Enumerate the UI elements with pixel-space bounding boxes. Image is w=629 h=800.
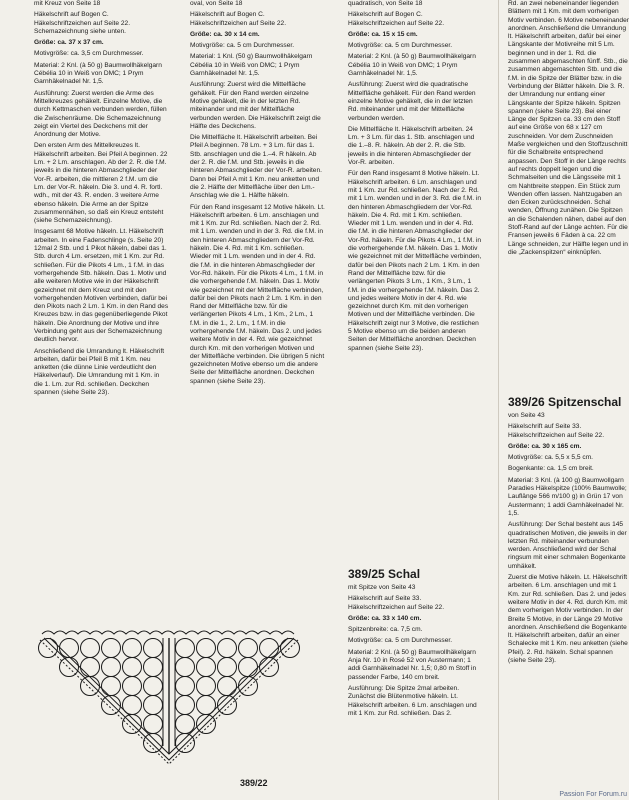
- motif-circle: [260, 658, 279, 677]
- figure-label: 389/22: [240, 778, 268, 788]
- motif-circle: [123, 677, 142, 696]
- column-389-24: [348, 0, 483, 555]
- col4b-motif-size: Motivgröße: ca. 5,5 x 5,5 cm.: [508, 454, 594, 462]
- motif-circle: [197, 658, 216, 677]
- section-389-25-schal: [348, 568, 483, 800]
- col4-text: Rd. an zwei nebeneinander liegenden Blättern mit 1 Km. mit dem vorherigen Motiv verbinden. 6 Motive nebeneinander anordnen. Anschließend die Umrandung lt. Häkelschrift arbeiten, dafür bei einer Längskante der Motivreihe mit 5 Lm. beginnen und in der 1. Rd. die zusammen abgemaschten fünff. Stb., die zusammen abgemaschten Stb. und die f.M. in die Spitze der Blätter bzw. in die Verbindung der Blätter häkeln. Die 3. R. der Umrandung nur entlang einer Längskante der Spitze häkeln. Spitzen spannen (siehe Seite 23). Bei einer Länge der Spitzen ca. 33 cm den Stoff auf eine Größe von 68 x 127 cm zuschneiden. Vor dem Zuschneiden Maße vergleichen und den Stoffzuschnitt für die Schalbreite entsprechend anpassen. Den Stoff in der Länge rechts auf rechts doppelt legen und die Schmalseiten und die Längsseite mit 1 cm Nahtbreite steppen. Ein Stück zum Wenden offen lassen. Nahtzugaben an den Ecken zurückschneiden. Schal wenden, Öffnung zunähen. Die Spitzen an die Schalenden nähen, dabei auf den Stoff-Rand auf der Länge achten. Für die Fransen jeweils 6 Fäden à ca. 22 cm Länge schneiden, zur Hälfte legen und in die „Zackenspitzen“ einknüpfen.: [508, 0, 629, 256]
- motif-circle: [176, 677, 195, 696]
- motif-circle: [144, 696, 163, 715]
- col3-motif-size: Motivgröße: ca. 5 cm Durchmesser.: [348, 42, 453, 50]
- motif-circle: [218, 639, 237, 658]
- motif-circle: [239, 658, 258, 677]
- motif-circle: [144, 715, 163, 734]
- col4b-para-2: Zuerst die Motive häkeln. Lt. Häkelschrift arbeiten. 6 Lm. anschlagen und mit 1 Km. zur Rd. schließen. Das 2. und jedes weitere Motiv in der 4. Rd. durch Km. mit dem vorherigen Motiv verbinden. In der Breite 5 Motive, in der Länge 29 Motive anordnen. Anschließend die Bogenkante lt. Häkelschrift arbeiten, dafür an einer Schalecke mit 1 Km. neu anketten (siehe Pfeil). 2. Rd. häkeln. Schal spannen (siehe Seite 23).: [508, 574, 628, 665]
- col3b-info-2: Häkelschriftzeichen auf Seite 22.: [348, 603, 445, 611]
- col1-info-1: Häkelschrift auf Bogen C.: [34, 11, 109, 19]
- col3-instructions: Ausführung: Zuerst wird die quadratische Mittelfläche gehäkelt. Für den Rand werden einzelne Motive gehäkelt, die in der letzten Rd. miteinander und mit der Mittelfläche verbunden werden.: [348, 81, 476, 122]
- col1-para-3: Insgesamt 68 Motive häkeln. Lt. Häkelschrift arbeiten. In eine Fadenschlinge (s. Seite 20) 12mal 2 Stb. und 1 Pikot häkeln, dabei das 1. Stb. durch 4 Lm. ersetzen, mit 1 Km. zur Rd. schließen. Für die Pikots 4 Lm., 1 f.M. in das vorhergehende Stb. häkeln. Das 1. Motiv und alle weiteren Motive wie in der Häkelschrift gezeichnet mit dem Kreuz und mit den vorhergehenden Motiven verbinden, dafür bei den Pikots nach 2 Lm. 1 Km. in den Rand des Kreuzes bzw. in das gegenüberliegende Pikot häkeln. Die Anordnung der Motive und ihre Verbindung geht aus der Schemazeichnung deutlich hervor.: [34, 228, 169, 344]
- motif-circle: [81, 639, 100, 658]
- motif-circle: [218, 677, 237, 696]
- motif-circle: [102, 677, 121, 696]
- column-gutter: [498, 0, 499, 800]
- col2-instructions: Ausführung: Zuerst wird die Mittelfläche gehäkelt. Für den Rand werden einzelne Motive gehäkelt, die in der letzten Rd. miteinander und mit der Mittelfläche verbunden werden. Die Häkelschrift zeigt die Hälfte des Deckchens.: [190, 81, 321, 130]
- motif-circle: [176, 658, 195, 677]
- motif-circle: [176, 639, 195, 658]
- motif-circle: [123, 639, 142, 658]
- col3b-size: Größe: ca. 33 x 140 cm.: [348, 614, 422, 622]
- col4b-size: Größe: ca. 30 x 165 cm.: [508, 442, 582, 450]
- col4b-info-2: Häkelschriftzeichen auf Seite 22.: [508, 431, 605, 439]
- motif-circle: [144, 677, 163, 696]
- col4b-info-1: Häkelschrift auf Seite 33.: [508, 423, 582, 431]
- col3b-top: mit Spitze von Seite 43: [348, 584, 416, 591]
- section-title-spitzenschal: 389/26 Spitzenschal: [508, 396, 622, 409]
- motif-circle: [260, 639, 279, 658]
- col3-info-1: Häkelschrift auf Bogen C.: [348, 11, 423, 19]
- motif-circle: [123, 658, 142, 677]
- col1-material: Material: 2 Knl. (à 50 g) Baumwollhäkelgarn Cébélia 10 in Weiß von DMC; 1 Prym Garnhäkelnadel Nr. 1,5.: [34, 61, 162, 86]
- col4b-top: von Seite 43: [508, 412, 545, 419]
- col2-info-1: Häkelschrift auf Bogen C.: [190, 11, 265, 19]
- motif-circle: [218, 696, 237, 715]
- motif-circle: [176, 696, 195, 715]
- col1-motif-size: Motivgröße: ca. 3,5 cm Durchmesser.: [34, 50, 144, 58]
- col2-top: oval, von Seite 18: [190, 0, 243, 7]
- motif-circle: [144, 658, 163, 677]
- col1-info-2: Häkelschriftzeichen auf Seite 22.: [34, 19, 131, 27]
- col2-para-3: Für den Rand insgesamt 12 Motive häkeln. Lt. Häkelschrift arbeiten. 6 Lm. anschlagen und mit 1 Km. zur Rd. schließen. Nach der 2. Rd. mit 1 Lm. wenden und in der 3. Rd. die f.M. in den hinteren Abmaschgliedern der Vor-Rd. häkeln. Die 4. Rd. mit 1 Km. schließen. Wieder mit 1 Lm. wenden und in der 4. Rd. die f.M. in die hinteren Abmaschglieder der Vor-Rd. häkeln. Für die Pikots 4 Lm., 1 f.M. in die vorhergehende f.M. häkeln. Das 1. Motiv wie gezeichnet mit der Mittelfläche verbinden, dafür bei den Pikots nach 2 Lm. 1 Km. in den Rand der Mittelfläche bzw. für die verlängerten Pikots 4 Lm., 1 Km., 2 Lm., 1 f.M. in die 1., 2. Lm., 1 f.M. in die vorhergehende f.M. häkeln. Das 2. und jedes weitere Motiv in der 4. Rd. wie gezeichnet durch Km. mit den vorherigen Motiven und der Mittelfläche verbinden. Die übrigen 5 nicht gezeichneten Motive ebenso um die andere Seite der Mittelfläche anordnen. Deckchen spannen (siehe Seite 23).: [190, 203, 325, 385]
- col4b-material: Material: 3 Knl. (à 100 g) Baumwollgarn Paradies Häkelspitze (100% Baumwolle; Lauflänge 566 m/100 g) in Grün 17 von Austermann; 1 addi Garnhäkelnadel Nr. 1,5.: [508, 476, 627, 517]
- col4b-edge-width: Bogenkante: ca. 1,5 cm breit.: [508, 465, 594, 473]
- col2-para-2: Die Mittelfläche lt. Häkelschrift arbeiten. Bei Pfeil A beginnen. 78 Lm. + 3 Lm. für das 1. Stb. anschlagen und die 1.–4. R häkeln. Ab der 2. R. die f.M. und Stb. jeweils in die hinteren Abmaschglieder der Vor-R. arbeiten. Dann bei Pfeil A mit 1 Km. neu anketten und die 2. Hälfte der Mittelfläche über den Lm.-Anschlag wie die 1. Hälfte häkeln.: [190, 134, 322, 200]
- motif-circle: [123, 696, 142, 715]
- motif-circle: [197, 639, 216, 658]
- motif-circle: [197, 677, 216, 696]
- section-title-schal: 389/25 Schal: [348, 568, 421, 581]
- col2-size: Größe: ca. 30 x 14 cm.: [190, 30, 260, 38]
- col3b-material: Material: 2 Knl. (à 50 g) Baumwollhäkelgarn Anja Nr. 10 in Rosé 52 von Austermann; 1 addi Garnhäkelnadel Nr. 1,5; 0,80 m Stoff in passender Farbe, 140 cm breit.: [348, 648, 477, 681]
- col3-size: Größe: ca. 15 x 15 cm.: [348, 30, 418, 38]
- motif-circle: [60, 639, 79, 658]
- motif-circle: [81, 677, 100, 696]
- col1-para-4: Anschließend die Umrandung lt. Häkelschrift arbeiten, dafür bei Pfeil B mit 1 Km. neu anketten (die dünne Linie verdeutlicht den Häkelverlauf). Die Umrandung mit 1 Km. in die 1. Lm. zur Rd. schließen. Deckchen spannen (siehe Seite 23).: [34, 347, 165, 397]
- motif-circle: [102, 639, 121, 658]
- col3-material: Material: 2 Knl. (à 50 g) Baumwollhäkelgarn Cébélia 10 in Weiß von DMC; 1 Prym Garnhäkelnadel Nr. 1,5.: [348, 53, 476, 78]
- col4b-instructions: Ausführung: Der Schal besteht aus 145 quadratischen Motiven, die jeweils in der letzten Rd. miteinander verbunden werden. Anschließend wird der Schal ringsum mit einer schmalen Bogenkante umhäkelt.: [508, 521, 627, 570]
- column-389-22: [34, 0, 169, 620]
- column-389-25-continued: [508, 0, 629, 395]
- motif-circle: [176, 715, 195, 734]
- motif-circle: [144, 734, 163, 753]
- motif-circle: [102, 658, 121, 677]
- motif-circle: [102, 696, 121, 715]
- col3b-motif-size: Motivgröße: ca. 5 cm Durchmesser.: [348, 637, 453, 645]
- col3-top: quadratisch, von Seite 18: [348, 0, 423, 7]
- col1-instructions: Ausführung: Zuerst werden die Arme des Mittelkreuzes gehäkelt. Einzelne Motive, die durch Kettmaschen verbunden werden, füllen die Zwischenräume. Die Schemazeichnung zeigt ein Viertel des Deckchens mit der Anordnung der Motive.: [34, 89, 167, 139]
- motif-circle: [144, 639, 163, 658]
- col1-size: Größe: ca. 37 x 37 cm.: [34, 39, 104, 47]
- motif-circle: [218, 658, 237, 677]
- col1-info-3: Schemazeichnung siehe unten.: [34, 27, 127, 35]
- col3-para-3: Für den Rand insgesamt 8 Motive häkeln. Lt. Häkelschrift arbeiten. 6 Lm. anschlagen und mit 1 Km. zur Rd. schließen. Nach der 2. Rd. mit 1 Lm. wenden und in der 3. Rd. die f.M. in den hinteren Abmaschgliedern der Vor-Rd. häkeln. Die 4. Rd. mit 1 Km. schließen. Wieder mit 1 Lm. wenden und in der 4. Rd. die f.M. in die hinteren Abmaschglieder der Vor-Rd. häkeln. Für die Pikots 4 Lm., 1 f.M. in die vorhergehende f.M. häkeln. Das 1. Motiv wie gezeichnet mit der Mittelfläche verbinden, dafür bei den Pikots nach 2 Lm. 1 Km. in den Rand der Mittelfläche bzw. für die verlängerten Pikots 3 Lm., 1 Km., 3 Lm., 1 f.M. in die vorhergehende f.M. häkeln. Das 2. und jedes weitere Motiv in der 4. Rd. wie gezeichnet durch Km. mit den vorherigen Motiven und der Mittelfläche verbinden. Die Häkelschrift zeigt nur 3 Motive, die restlichen 5 Motive ebenso um die beiden anderen Seiten der Mittelfläche anordnen. Deckchen spannen (siehe Seite 23).: [348, 170, 482, 352]
- col3b-instructions: Ausführung: Die Spitze 2mal arbeiten. Zunächst die Blütenmotive häkeln. Lt. Häkelschrift arbeiten. 6 Lm. anschlagen und mit 1 Km. zur Rd. schließen. Das 2.: [348, 684, 477, 717]
- motif-circle: [176, 734, 195, 753]
- col2-info-2: Häkelschriftzeichen auf Seite 22.: [190, 19, 287, 27]
- col1-para-2: Den ersten Arm des Mittelkreuzes lt. Häkelschrift arbeiten. Bei Pfeil A beginnen. 22 Lm. + 2 Lm. anschlagen. Ab der 2. R. die f.M. jeweils in die hinteren Abmaschglieder der Vor-R. arbeiten, die mittleren 2 f.M. um die Lm. der Vor-R. häkeln. Die 3. und 4. R. fortl. wdh., mit der 43. R. enden. 3 weitere Arme ebenso häkeln. Die Arme an der Spitze zusammennähen, so daß ein Kreuz entsteht (siehe Schemazeichnung).: [34, 142, 168, 225]
- section-389-26-spitzenschal: [508, 396, 629, 800]
- col3b-lace-width: Spitzenbreite: ca. 7,5 cm.: [348, 626, 423, 634]
- col1-top: mit Kreuz von Seite 18: [34, 0, 101, 7]
- motif-circle: [60, 658, 79, 677]
- col3-info-2: Häkelschriftzeichen auf Seite 22.: [348, 19, 445, 27]
- col2-material: Material: 1 Knl. (50 g) Baumwollhäkelgarn Cébélia 10 in Weiß von DMC; 1 Prym Garnhäkelnadel Nr. 1,5.: [190, 53, 313, 78]
- column-389-23: [190, 0, 325, 655]
- schema-diagram: [38, 626, 300, 764]
- motif-circle: [239, 677, 258, 696]
- motif-circle: [81, 658, 100, 677]
- col3-para-2: Die Mittelfläche lt. Häkelschrift arbeiten. 24 Lm. + 3 Lm. für das 1. Stb. anschlagen und die 1.–8. R. häkeln. Ab der 2. R. die Stb. jeweils in die hinteren Abmaschglieder der Vor-R. arbeiten.: [348, 125, 475, 167]
- motif-circle: [239, 639, 258, 658]
- watermark: Passion For Forum.ru: [559, 791, 627, 798]
- col3b-info-1: Häkelschrift auf Seite 33.: [348, 595, 422, 603]
- col2-motif-size: Motivgröße: ca. 5 cm Durchmesser.: [190, 42, 295, 50]
- motif-circle: [197, 696, 216, 715]
